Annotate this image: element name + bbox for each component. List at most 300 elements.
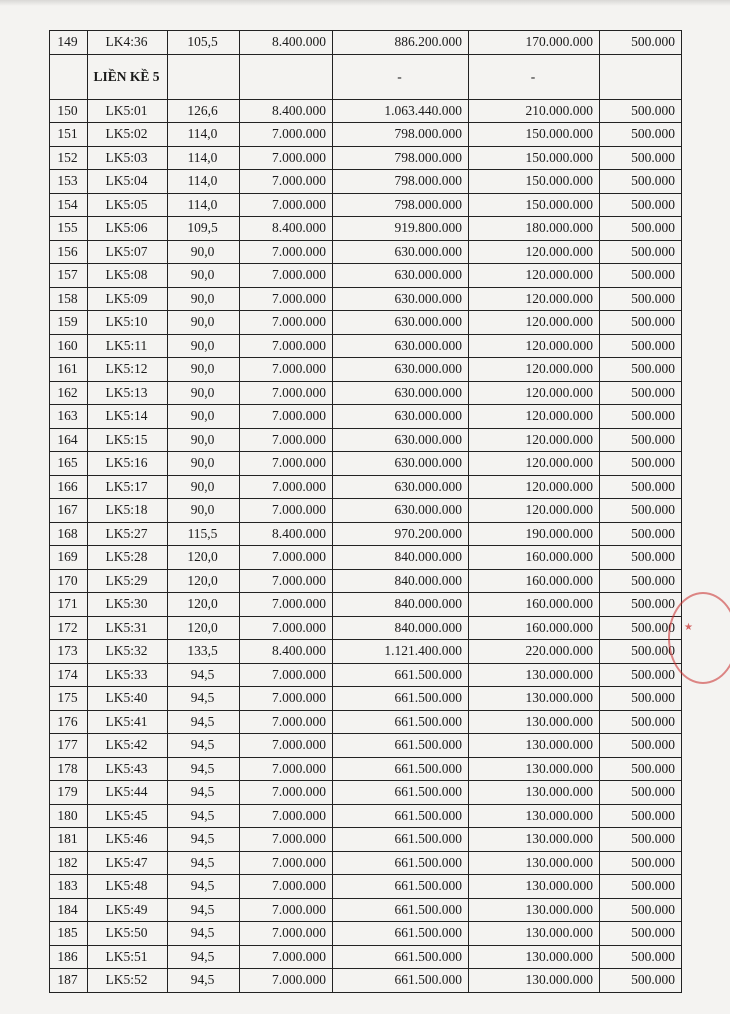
lot-area: 90,0 <box>168 311 240 335</box>
total-price: 661.500.000 <box>333 922 469 946</box>
lot-area: 114,0 <box>168 193 240 217</box>
deposit-amount: 130.000.000 <box>469 757 600 781</box>
dossier-fee: 500.000 <box>600 193 682 217</box>
unit-price: 7.000.000 <box>240 710 333 734</box>
row-number: 154 <box>50 193 88 217</box>
deposit-amount: 130.000.000 <box>469 898 600 922</box>
table-row <box>50 31 682 55</box>
lot-code: LK5:51 <box>88 945 168 969</box>
unit-price: 8.400.000 <box>240 522 333 546</box>
lot-area: 120,0 <box>168 569 240 593</box>
lot-area: 90,0 <box>168 428 240 452</box>
row-number: 179 <box>50 781 88 805</box>
lot-area: 90,0 <box>168 334 240 358</box>
total-price: 630.000.000 <box>333 381 469 405</box>
red-seal-stamp: ★ <box>668 592 730 684</box>
total-price: 970.200.000 <box>333 522 469 546</box>
lot-area: 115,5 <box>168 522 240 546</box>
deposit-amount: 120.000.000 <box>469 381 600 405</box>
total-price: 798.000.000 <box>333 193 469 217</box>
dossier-fee: 500.000 <box>600 710 682 734</box>
unit-price: 7.000.000 <box>240 475 333 499</box>
total-price: 661.500.000 <box>333 687 469 711</box>
row-number: 163 <box>50 405 88 429</box>
lot-area: 90,0 <box>168 475 240 499</box>
lot-code: LK5:42 <box>88 734 168 758</box>
row-number: 181 <box>50 828 88 852</box>
deposit-amount: 120.000.000 <box>469 311 600 335</box>
table-row <box>50 616 682 640</box>
dossier-fee: 500.000 <box>600 781 682 805</box>
row-number: 165 <box>50 452 88 476</box>
total-price: 661.500.000 <box>333 710 469 734</box>
table-row <box>50 522 682 546</box>
row-number: 150 <box>50 99 88 123</box>
lot-code: LK5:02 <box>88 123 168 147</box>
lot-area: 94,5 <box>168 828 240 852</box>
lot-code: LK5:16 <box>88 452 168 476</box>
row-number: 177 <box>50 734 88 758</box>
table-row <box>50 311 682 335</box>
dossier-fee: 500.000 <box>600 428 682 452</box>
lot-code: LK5:10 <box>88 311 168 335</box>
lot-area: 90,0 <box>168 452 240 476</box>
unit-price: 7.000.000 <box>240 546 333 570</box>
row-number: 162 <box>50 381 88 405</box>
deposit-amount: 160.000.000 <box>469 569 600 593</box>
lot-area: 90,0 <box>168 405 240 429</box>
table-row <box>50 757 682 781</box>
table-row <box>50 405 682 429</box>
lot-code: LK5:45 <box>88 804 168 828</box>
table-row <box>50 217 682 241</box>
unit-price: 7.000.000 <box>240 851 333 875</box>
dossier-fee: 500.000 <box>600 475 682 499</box>
dossier-fee: 500.000 <box>600 287 682 311</box>
table-row <box>50 240 682 264</box>
deposit-amount: 180.000.000 <box>469 217 600 241</box>
lot-code: LK5:07 <box>88 240 168 264</box>
lot-code: LK5:12 <box>88 358 168 382</box>
total-price: 661.500.000 <box>333 804 469 828</box>
deposit-amount: 130.000.000 <box>469 851 600 875</box>
total-price: 630.000.000 <box>333 499 469 523</box>
unit-price: 8.400.000 <box>240 31 333 55</box>
unit-price: 7.000.000 <box>240 334 333 358</box>
table-row <box>50 546 682 570</box>
unit-price: 7.000.000 <box>240 804 333 828</box>
table-row <box>50 945 682 969</box>
row-number: 186 <box>50 945 88 969</box>
unit-price: 7.000.000 <box>240 945 333 969</box>
unit-price: 7.000.000 <box>240 170 333 194</box>
lot-area: 94,5 <box>168 781 240 805</box>
dossier-fee: 500.000 <box>600 898 682 922</box>
row-number: 157 <box>50 264 88 288</box>
deposit-amount: 150.000.000 <box>469 146 600 170</box>
unit-price: 7.000.000 <box>240 428 333 452</box>
deposit-amount: 120.000.000 <box>469 428 600 452</box>
total-price: 630.000.000 <box>333 240 469 264</box>
total-price: - <box>333 54 469 99</box>
lot-area: 94,5 <box>168 945 240 969</box>
lot-code: LK5:48 <box>88 875 168 899</box>
unit-price: 7.000.000 <box>240 123 333 147</box>
unit-price: 8.400.000 <box>240 99 333 123</box>
total-price: 661.500.000 <box>333 828 469 852</box>
table-row <box>50 428 682 452</box>
lot-code: LK5:09 <box>88 287 168 311</box>
lot-code: LK5:40 <box>88 687 168 711</box>
lot-code: LK5:11 <box>88 334 168 358</box>
dossier-fee: 500.000 <box>600 593 682 617</box>
dossier-fee: 500.000 <box>600 146 682 170</box>
dossier-fee: 500.000 <box>600 640 682 664</box>
deposit-amount: 160.000.000 <box>469 593 600 617</box>
total-price: 798.000.000 <box>333 146 469 170</box>
deposit-amount: 120.000.000 <box>469 240 600 264</box>
dossier-fee: 500.000 <box>600 828 682 852</box>
lot-area <box>168 54 240 99</box>
lot-area: 120,0 <box>168 546 240 570</box>
dossier-fee: 500.000 <box>600 851 682 875</box>
row-number: 172 <box>50 616 88 640</box>
lot-area: 90,0 <box>168 264 240 288</box>
row-number: 183 <box>50 875 88 899</box>
lot-code: LK5:32 <box>88 640 168 664</box>
deposit-amount: 150.000.000 <box>469 193 600 217</box>
row-number: 153 <box>50 170 88 194</box>
dossier-fee: 500.000 <box>600 381 682 405</box>
row-number: 156 <box>50 240 88 264</box>
total-price: 630.000.000 <box>333 405 469 429</box>
table-row <box>50 804 682 828</box>
lot-code: LK5:17 <box>88 475 168 499</box>
deposit-amount: 120.000.000 <box>469 334 600 358</box>
lot-code: LK5:44 <box>88 781 168 805</box>
table-body <box>50 31 682 993</box>
lot-code: LIỀN KỀ 5 <box>88 54 168 99</box>
deposit-amount: 130.000.000 <box>469 663 600 687</box>
dossier-fee: 500.000 <box>600 922 682 946</box>
deposit-amount: 130.000.000 <box>469 687 600 711</box>
deposit-amount: 210.000.000 <box>469 99 600 123</box>
lot-area: 94,5 <box>168 851 240 875</box>
deposit-amount: 120.000.000 <box>469 499 600 523</box>
lot-area: 94,5 <box>168 663 240 687</box>
row-number: 180 <box>50 804 88 828</box>
total-price: 630.000.000 <box>333 334 469 358</box>
lot-area: 94,5 <box>168 969 240 993</box>
row-number: 173 <box>50 640 88 664</box>
table-row <box>50 828 682 852</box>
row-number: 176 <box>50 710 88 734</box>
table-row <box>50 710 682 734</box>
dossier-fee: 500.000 <box>600 945 682 969</box>
unit-price: 7.000.000 <box>240 922 333 946</box>
deposit-amount: 130.000.000 <box>469 969 600 993</box>
total-price: 1.063.440.000 <box>333 99 469 123</box>
row-number: 185 <box>50 922 88 946</box>
row-number: 170 <box>50 569 88 593</box>
lot-area: 120,0 <box>168 616 240 640</box>
lot-code: LK5:05 <box>88 193 168 217</box>
unit-price: 7.000.000 <box>240 452 333 476</box>
total-price: 886.200.000 <box>333 31 469 55</box>
unit-price: 7.000.000 <box>240 969 333 993</box>
lot-code: LK5:28 <box>88 546 168 570</box>
table-row <box>50 640 682 664</box>
unit-price: 7.000.000 <box>240 264 333 288</box>
dossier-fee: 500.000 <box>600 334 682 358</box>
deposit-amount: 120.000.000 <box>469 475 600 499</box>
table-row <box>50 475 682 499</box>
deposit-amount: 130.000.000 <box>469 922 600 946</box>
lot-area: 94,5 <box>168 687 240 711</box>
unit-price: 7.000.000 <box>240 287 333 311</box>
deposit-amount: 130.000.000 <box>469 875 600 899</box>
dossier-fee: 500.000 <box>600 875 682 899</box>
deposit-amount: 130.000.000 <box>469 804 600 828</box>
dossier-fee: 500.000 <box>600 405 682 429</box>
unit-price: 7.000.000 <box>240 687 333 711</box>
unit-price: 7.000.000 <box>240 898 333 922</box>
lot-code: LK5:49 <box>88 898 168 922</box>
table-row <box>50 569 682 593</box>
row-number: 168 <box>50 522 88 546</box>
lot-code: LK5:30 <box>88 593 168 617</box>
row-number: 159 <box>50 311 88 335</box>
unit-price: 7.000.000 <box>240 616 333 640</box>
lot-code: LK5:01 <box>88 99 168 123</box>
dossier-fee: 500.000 <box>600 217 682 241</box>
deposit-amount: 190.000.000 <box>469 522 600 546</box>
unit-price: 7.000.000 <box>240 734 333 758</box>
row-number: 187 <box>50 969 88 993</box>
lot-price-table <box>49 30 682 993</box>
table-row <box>50 381 682 405</box>
total-price: 630.000.000 <box>333 452 469 476</box>
deposit-amount: 170.000.000 <box>469 31 600 55</box>
lot-code: LK5:52 <box>88 969 168 993</box>
deposit-amount: 120.000.000 <box>469 264 600 288</box>
lot-area: 90,0 <box>168 358 240 382</box>
deposit-amount: 150.000.000 <box>469 170 600 194</box>
lot-code: LK5:14 <box>88 405 168 429</box>
lot-area: 90,0 <box>168 499 240 523</box>
lot-code: LK5:50 <box>88 922 168 946</box>
lot-code: LK5:04 <box>88 170 168 194</box>
deposit-amount: - <box>469 54 600 99</box>
dossier-fee: 500.000 <box>600 452 682 476</box>
table-row <box>50 663 682 687</box>
total-price: 630.000.000 <box>333 264 469 288</box>
unit-price: 7.000.000 <box>240 781 333 805</box>
lot-code: LK5:29 <box>88 569 168 593</box>
lot-code: LK5:47 <box>88 851 168 875</box>
lot-code: LK5:18 <box>88 499 168 523</box>
deposit-amount: 120.000.000 <box>469 358 600 382</box>
total-price: 798.000.000 <box>333 170 469 194</box>
unit-price: 7.000.000 <box>240 358 333 382</box>
lot-area: 114,0 <box>168 146 240 170</box>
page-edge <box>0 0 730 6</box>
lot-area: 126,6 <box>168 99 240 123</box>
unit-price: 7.000.000 <box>240 569 333 593</box>
unit-price: 7.000.000 <box>240 663 333 687</box>
unit-price: 7.000.000 <box>240 757 333 781</box>
unit-price: 7.000.000 <box>240 593 333 617</box>
row-number: 174 <box>50 663 88 687</box>
table-row <box>50 898 682 922</box>
unit-price: 7.000.000 <box>240 193 333 217</box>
dossier-fee: 500.000 <box>600 687 682 711</box>
dossier-fee: 500.000 <box>600 170 682 194</box>
row-number: 184 <box>50 898 88 922</box>
row-number: 167 <box>50 499 88 523</box>
unit-price: 7.000.000 <box>240 499 333 523</box>
unit-price: 7.000.000 <box>240 828 333 852</box>
total-price: 630.000.000 <box>333 475 469 499</box>
lot-code: LK5:27 <box>88 522 168 546</box>
total-price: 630.000.000 <box>333 428 469 452</box>
lot-code: LK5:46 <box>88 828 168 852</box>
table-row <box>50 193 682 217</box>
table-row <box>50 851 682 875</box>
row-number: 158 <box>50 287 88 311</box>
total-price: 661.500.000 <box>333 898 469 922</box>
total-price: 840.000.000 <box>333 616 469 640</box>
deposit-amount: 130.000.000 <box>469 734 600 758</box>
dossier-fee <box>600 54 682 99</box>
dossier-fee: 500.000 <box>600 757 682 781</box>
deposit-amount: 160.000.000 <box>469 546 600 570</box>
total-price: 661.500.000 <box>333 734 469 758</box>
dossier-fee: 500.000 <box>600 969 682 993</box>
table-row <box>50 287 682 311</box>
deposit-amount: 220.000.000 <box>469 640 600 664</box>
deposit-amount: 150.000.000 <box>469 123 600 147</box>
unit-price: 7.000.000 <box>240 875 333 899</box>
dossier-fee: 500.000 <box>600 311 682 335</box>
lot-code: LK5:15 <box>88 428 168 452</box>
lot-area: 94,5 <box>168 757 240 781</box>
row-number: 166 <box>50 475 88 499</box>
row-number: 169 <box>50 546 88 570</box>
lot-area: 109,5 <box>168 217 240 241</box>
row-number: 182 <box>50 851 88 875</box>
dossier-fee: 500.000 <box>600 499 682 523</box>
table-row <box>50 170 682 194</box>
unit-price: 7.000.000 <box>240 240 333 264</box>
lot-area: 120,0 <box>168 593 240 617</box>
lot-code: LK5:41 <box>88 710 168 734</box>
lot-area: 133,5 <box>168 640 240 664</box>
lot-area: 94,5 <box>168 734 240 758</box>
table-row <box>50 734 682 758</box>
lot-area: 94,5 <box>168 804 240 828</box>
table-row <box>50 146 682 170</box>
unit-price: 7.000.000 <box>240 405 333 429</box>
row-number: 171 <box>50 593 88 617</box>
deposit-amount: 120.000.000 <box>469 452 600 476</box>
table-row <box>50 264 682 288</box>
lot-area: 90,0 <box>168 381 240 405</box>
total-price: 840.000.000 <box>333 569 469 593</box>
row-number: 160 <box>50 334 88 358</box>
deposit-amount: 130.000.000 <box>469 945 600 969</box>
unit-price: 7.000.000 <box>240 146 333 170</box>
table-row <box>50 875 682 899</box>
dossier-fee: 500.000 <box>600 31 682 55</box>
deposit-amount: 160.000.000 <box>469 616 600 640</box>
table-row <box>50 781 682 805</box>
table-row <box>50 334 682 358</box>
dossier-fee: 500.000 <box>600 804 682 828</box>
total-price: 661.500.000 <box>333 945 469 969</box>
deposit-amount: 130.000.000 <box>469 710 600 734</box>
table-row <box>50 687 682 711</box>
total-price: 661.500.000 <box>333 781 469 805</box>
deposit-amount: 130.000.000 <box>469 781 600 805</box>
lot-area: 114,0 <box>168 123 240 147</box>
lot-area: 94,5 <box>168 922 240 946</box>
dossier-fee: 500.000 <box>600 663 682 687</box>
total-price: 661.500.000 <box>333 875 469 899</box>
total-price: 630.000.000 <box>333 287 469 311</box>
row-number <box>50 54 88 99</box>
lot-area: 90,0 <box>168 287 240 311</box>
total-price: 840.000.000 <box>333 546 469 570</box>
deposit-amount: 120.000.000 <box>469 287 600 311</box>
total-price: 840.000.000 <box>333 593 469 617</box>
dossier-fee: 500.000 <box>600 522 682 546</box>
dossier-fee: 500.000 <box>600 546 682 570</box>
table-row <box>50 593 682 617</box>
lot-area: 94,5 <box>168 875 240 899</box>
total-price: 919.800.000 <box>333 217 469 241</box>
row-number: 164 <box>50 428 88 452</box>
row-number: 151 <box>50 123 88 147</box>
total-price: 661.500.000 <box>333 663 469 687</box>
row-number: 178 <box>50 757 88 781</box>
total-price: 630.000.000 <box>333 311 469 335</box>
dossier-fee: 500.000 <box>600 616 682 640</box>
total-price: 630.000.000 <box>333 358 469 382</box>
lot-code: LK5:33 <box>88 663 168 687</box>
unit-price <box>240 54 333 99</box>
deposit-amount: 120.000.000 <box>469 405 600 429</box>
table-row <box>50 358 682 382</box>
lot-code: LK4:36 <box>88 31 168 55</box>
dossier-fee: 500.000 <box>600 264 682 288</box>
table-row <box>50 452 682 476</box>
unit-price: 7.000.000 <box>240 381 333 405</box>
unit-price: 7.000.000 <box>240 311 333 335</box>
lot-area: 94,5 <box>168 898 240 922</box>
total-price: 1.121.400.000 <box>333 640 469 664</box>
row-number: 155 <box>50 217 88 241</box>
lot-area: 114,0 <box>168 170 240 194</box>
row-number: 161 <box>50 358 88 382</box>
dossier-fee: 500.000 <box>600 734 682 758</box>
table-row <box>50 99 682 123</box>
row-number: 149 <box>50 31 88 55</box>
lot-code: LK5:43 <box>88 757 168 781</box>
table-row <box>50 123 682 147</box>
dossier-fee: 500.000 <box>600 358 682 382</box>
total-price: 798.000.000 <box>333 123 469 147</box>
